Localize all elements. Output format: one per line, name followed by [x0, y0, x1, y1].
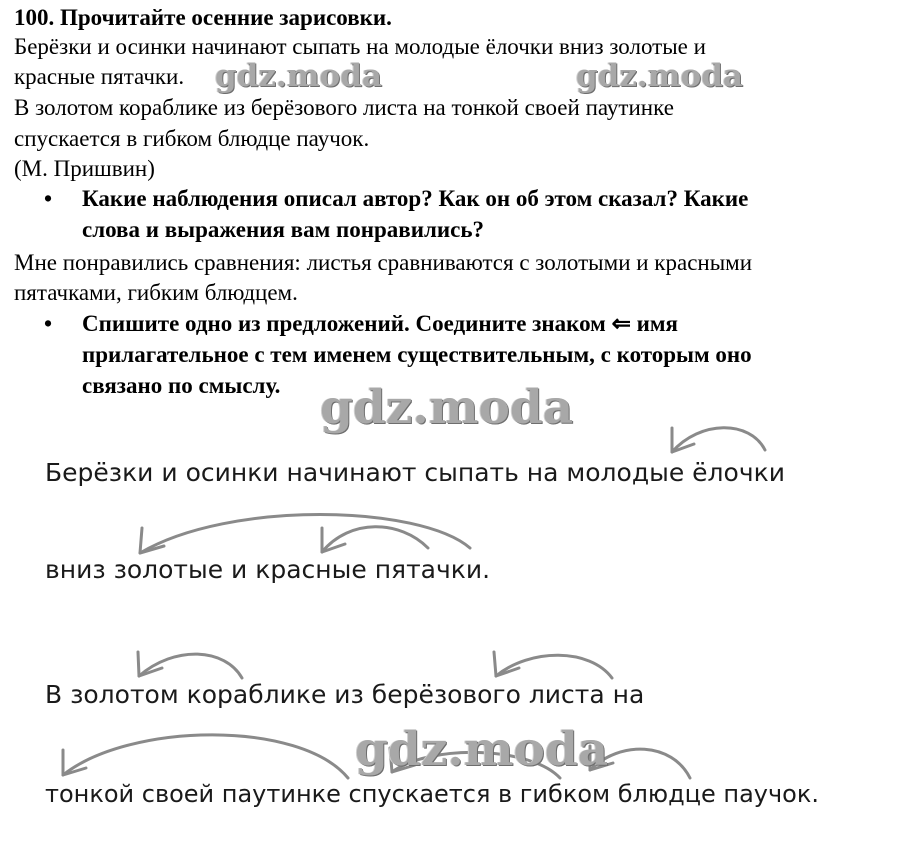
- task1-line-1: Какие наблюдения описал автор? Как он об этом сказал? Какие: [82, 186, 749, 211]
- text-line-3: В золотом кораблике из берёзового листа на тонкой своей паутинке: [14, 95, 674, 120]
- handwritten-line-3: В золотом кораблике из берёзового листа на: [45, 680, 645, 709]
- exercise-number: 100.: [14, 5, 55, 30]
- arrow-zolotom-korablike: [139, 654, 242, 678]
- watermark-2: gdz.moda: [576, 58, 743, 94]
- watermark-4: gdz.moda: [355, 722, 609, 777]
- handwritten-line-4: тонкой своей паутинке спускается в гибком блюдце паучок.: [45, 780, 819, 808]
- exercise-title: Прочитайте осенние зарисовки.: [60, 5, 392, 30]
- arrow-tonkoy-pautinke: [63, 735, 348, 778]
- task2-line-2: прилагательное с тем именем существительным, с которым оно: [82, 342, 752, 367]
- bullet-2: •: [44, 311, 53, 336]
- arrow-zolotye-pyatachki: [140, 515, 470, 554]
- handwritten-line-2: вниз золотые и красные пятачки.: [45, 555, 491, 584]
- handwritten-line-1: Берёзки и осинки начинают сыпать на молодые ёлочки: [45, 458, 785, 487]
- bullet-1: •: [44, 186, 53, 211]
- answer-line-1: Мне понравились сравнения: листья сравниваются с золотыми и красными: [14, 250, 753, 275]
- task2-line-1: Спишите одно из предложений. Соедините знаком ⇐ имя: [82, 311, 678, 336]
- task2-line-3: связано по смыслу.: [82, 373, 281, 398]
- watermark-1: gdz.moda: [215, 58, 382, 94]
- text-line-4: спускается в гибком блюдце паучок.: [14, 126, 370, 151]
- text-line-1: Берёзки и осинки начинают сыпать на молодые ёлочки вниз золотые и: [14, 34, 706, 59]
- arrow-krasnye-pyatachki: [322, 527, 428, 552]
- watermark-3: gdz.moda: [320, 380, 574, 435]
- task1-line-2: слова и выражения вам понравились?: [82, 217, 484, 242]
- arrow-berezovogo-lista: [496, 655, 612, 678]
- text-author: (М. Пришвин): [14, 156, 155, 181]
- text-line-2: красные пятачки.: [14, 64, 185, 89]
- answer-line-2: пятачками, гибким блюдцем.: [14, 280, 298, 305]
